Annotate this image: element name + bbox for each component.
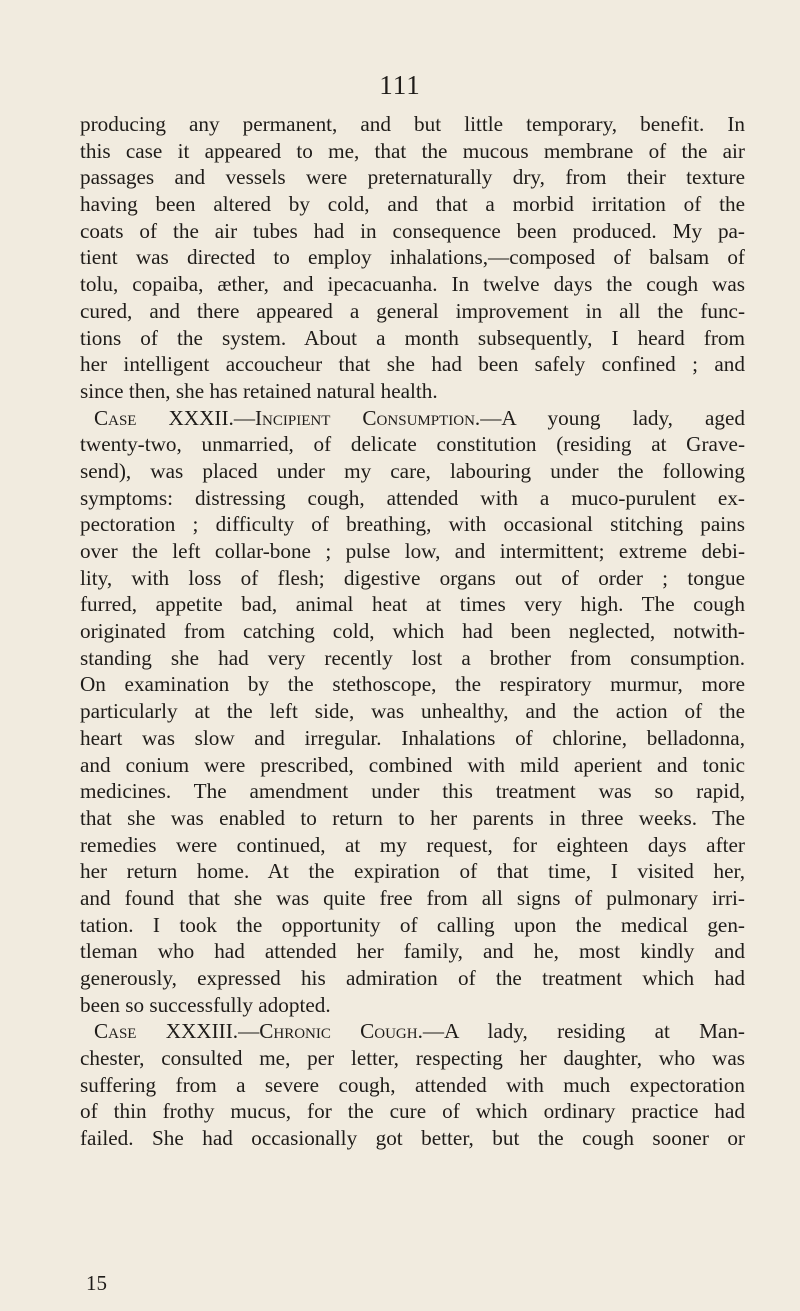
text-line: [80, 885, 745, 912]
line-text: her return home. At the expiration of that time, I visited her,: [80, 859, 745, 884]
line-text: medicines. The amendment under this treatment was so rapid,: [80, 779, 745, 804]
body-text: [80, 111, 745, 1152]
line-text: that she was enabled to return to her parents in three weeks. The: [80, 805, 745, 830]
line-text: tolu, copaiba, æther, and ipecacuanha. In twelve days the cough was: [80, 272, 745, 297]
line-text: twenty-two, unmarried, of delicate constitution (residing at Grave-: [80, 432, 745, 457]
line-text: over the left collar-bone ; pulse low, and intermittent; extreme debi-: [80, 539, 745, 563]
line-text: having been altered by cold, and that a morbid irritation of the: [80, 192, 745, 217]
text-line: [80, 938, 745, 965]
text-line: [80, 218, 745, 245]
text-line: [80, 698, 745, 725]
case-heading-line: [80, 405, 745, 432]
text-line: [80, 458, 745, 485]
text-line: [80, 351, 745, 378]
text-line: [80, 138, 745, 165]
line-text: suffering from a severe cough, attended with much expectoration: [80, 1072, 745, 1097]
text-line: [80, 1125, 745, 1152]
text-line: [80, 244, 745, 271]
case-heading: Case XXXIII.—Chronic Cough.: [94, 1019, 423, 1044]
line-text: originated from catching cold, which had been neglected, notwith-: [80, 619, 745, 644]
line-text: tions of the system. About a month subsequently, I heard from: [80, 325, 745, 350]
line-text: tation. I took the opportunity of calling upon the medical gen-: [80, 912, 745, 937]
text-line: [80, 538, 745, 565]
page-number: 111: [379, 70, 421, 100]
text-line: [80, 671, 745, 698]
line-text: symptoms: distressing cough, attended with a muco-purulent ex-: [80, 485, 745, 510]
line-text: her intelligent accoucheur that she had been safely confined ; and: [80, 352, 745, 377]
text-line: [80, 618, 745, 645]
line-text: tleman who had attended her family, and he, most kindly and: [80, 939, 745, 964]
text-line: [80, 992, 745, 1019]
case-heading-line: [80, 1018, 745, 1045]
line-text: been so successfully adopted.: [80, 992, 331, 1017]
text-line: [80, 485, 745, 512]
text-line: [80, 271, 745, 298]
text-line: [80, 191, 745, 218]
line-text: send), was placed under my care, labouring under the following: [80, 458, 745, 483]
text-line: [80, 431, 745, 458]
text-line: [80, 858, 745, 885]
line-text: failed. She had occasionally got better, but the cough sooner or: [80, 1126, 745, 1151]
line-text: pectoration ; difficulty of breathing, with occasional stitching pains: [80, 512, 745, 537]
case-heading: Case XXXII.—Incipient Consumption.: [94, 405, 481, 430]
line-text: producing any permanent, and but little temporary, benefit. In: [80, 112, 745, 136]
line-text: and found that she was quite free from all signs of pulmonary irri-: [80, 885, 745, 910]
text-line: [80, 298, 745, 325]
line-text: cured, and there appeared a general improvement in all the func-: [80, 298, 745, 323]
line-text: On examination by the stethoscope, the respiratory murmur, more: [80, 672, 745, 697]
line-text: particularly at the left side, was unhealthy, and the action of the: [80, 699, 745, 724]
line-text: and conium were prescribed, combined with mild aperient and tonic: [80, 752, 745, 777]
line-text: heart was slow and irregular. Inhalations of chlorine, belladonna,: [80, 725, 745, 750]
text-line: [80, 565, 745, 592]
text-line: [80, 805, 745, 832]
line-text: this case it appeared to me, that the mucous membrane of the air: [80, 138, 745, 163]
text-line: [80, 752, 745, 779]
text-line: [80, 832, 745, 859]
text-line: [80, 965, 745, 992]
text-line: [80, 1072, 745, 1099]
line-text: since then, she has retained natural health.: [80, 378, 438, 403]
line-text: furred, appetite bad, animal heat at times very high. The cough: [80, 592, 745, 617]
text-line: [80, 1098, 745, 1125]
text-line: [80, 378, 745, 405]
line-text: lity, with loss of flesh; digestive organs out of order ; tongue: [80, 565, 745, 590]
text-line: [80, 325, 745, 352]
line-text: remedies were continued, at my request, for eighteen days after: [80, 832, 745, 857]
signature-mark: 15: [86, 1271, 107, 1295]
line-text: tient was directed to employ inhalations,—composed of balsam of: [80, 245, 745, 270]
line-text: generously, expressed his admiration of the treatment which had: [80, 966, 745, 990]
line-text: —A lady, residing at Man-: [422, 1019, 745, 1044]
text-line: [80, 591, 745, 618]
text-line: [80, 778, 745, 805]
line-text: chester, consulted me, per letter, respecting her daughter, who was: [80, 1046, 745, 1071]
line-text: coats of the air tubes had in consequence been produced. My pa-: [80, 218, 745, 243]
text-line: [80, 164, 745, 191]
text-line: [80, 511, 745, 538]
text-line: [80, 912, 745, 939]
line-text: —A young lady, aged: [480, 405, 745, 430]
line-text: of thin frothy mucus, for the cure of which ordinary practice had: [80, 1099, 745, 1124]
text-line: [80, 645, 745, 672]
text-line: [80, 725, 745, 752]
line-text: passages and vessels were preternaturally dry, from their texture: [80, 165, 745, 190]
text-line: [80, 111, 745, 138]
line-text: standing she had very recently lost a brother from consumption.: [80, 645, 745, 670]
text-line: [80, 1045, 745, 1072]
